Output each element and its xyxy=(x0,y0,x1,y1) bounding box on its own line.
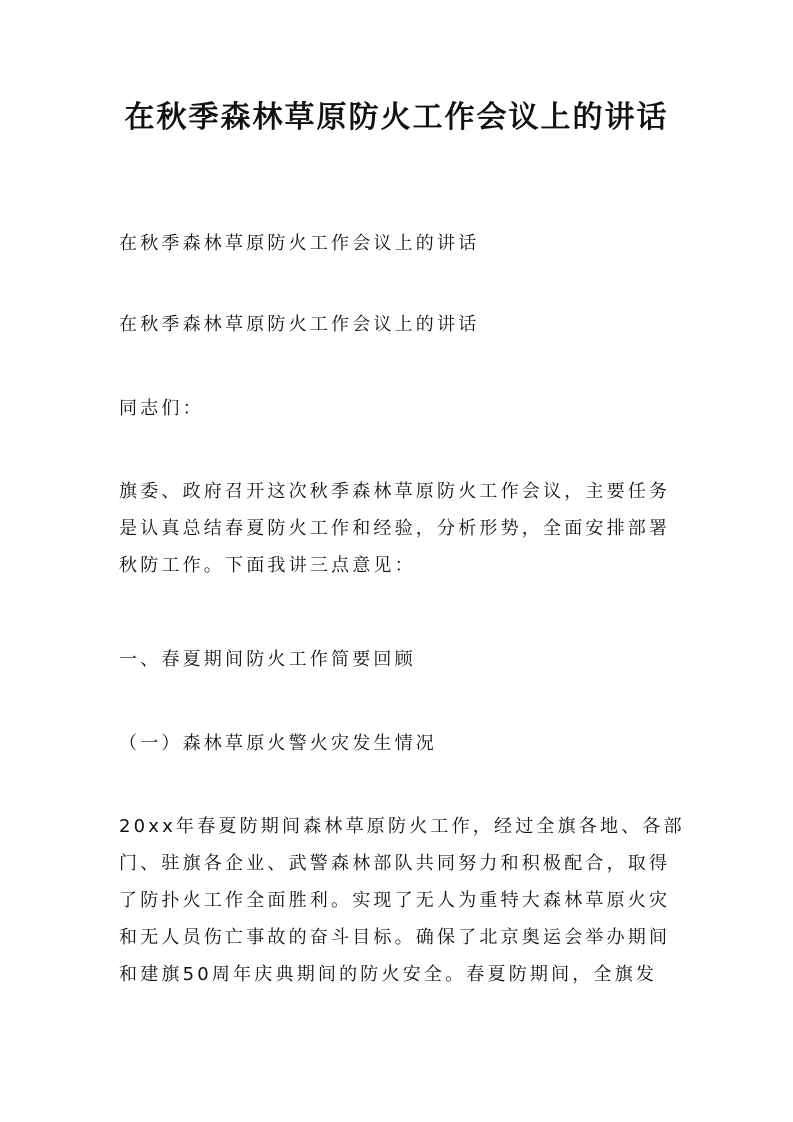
subtitle-line-1: 在秋季森林草原防火工作会议上的讲话 xyxy=(119,233,480,254)
body-line: 了防扑火工作全面胜利。实现了无人为重特大森林草原火灾 xyxy=(119,890,671,911)
greeting: 同志们： xyxy=(119,398,204,419)
body-line: 20xx年春夏防期间森林草原防火工作，经过全旗各地、各部 xyxy=(119,816,685,837)
body-line: 和建旗50周年庆典期间的防火安全。春夏防期间，全旗发 xyxy=(119,964,658,985)
section-heading: 一、春夏期间防火工作简要回顾 xyxy=(119,649,416,670)
intro-paragraph xyxy=(119,473,679,584)
document-title: 在秋季森林草原防火工作会议上的讲话 xyxy=(124,100,669,135)
body-line: 和无人员伤亡事故的奋斗目标。确保了北京奥运会举办期间 xyxy=(119,927,671,948)
subsection-heading: （一）森林草原火警火灾发生情况 xyxy=(119,733,437,754)
subtitle-line-2: 在秋季森林草原防火工作会议上的讲话 xyxy=(119,314,480,335)
intro-line: 是认真总结春夏防火工作和经验，分析形势，全面安排部署 xyxy=(119,518,671,539)
body-paragraph xyxy=(119,808,685,993)
body-line: 门、驻旗各企业、武警森林部队共同努力和积极配合，取得 xyxy=(119,853,671,874)
intro-line: 秋防工作。下面我讲三点意见： xyxy=(119,555,416,576)
intro-line: 旗委、政府召开这次秋季森林草原防火工作会议，主要任务 xyxy=(119,481,671,502)
